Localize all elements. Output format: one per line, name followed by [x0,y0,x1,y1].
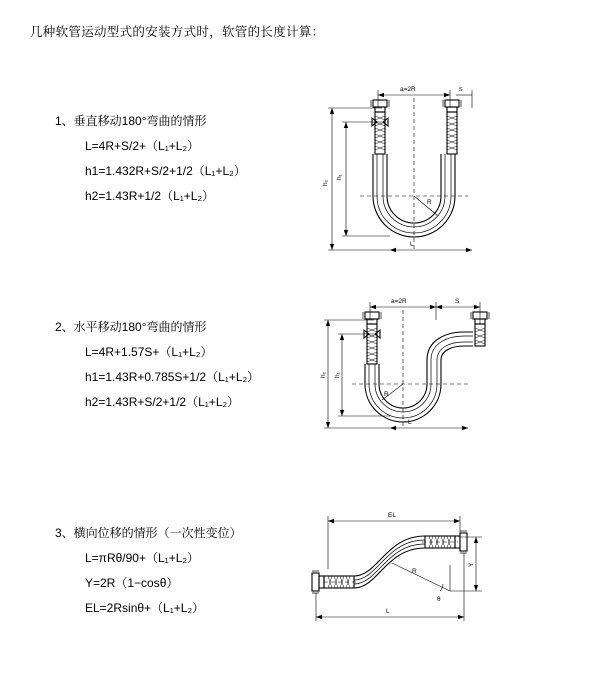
svg-text:R: R [384,391,389,398]
section-1-formula-2: h1=1.432R+S/2+1/2（L₁+L₂） [85,164,246,178]
svg-text:L: L [410,241,414,248]
figure-vertical-180-bend [320,78,490,263]
section-2-formula-1: L=4R+1.57S+（L₁+L₂） [85,345,213,359]
section-2 [55,318,315,438]
section-1-formula-3: h2=1.43R+1/2（L₁+L₂） [85,189,215,203]
section-2-formula-3: h2=1.43R+S/2+1/2（L₁+L₂） [85,395,240,409]
figure-lateral-offset [300,505,495,630]
svg-text:S: S [455,298,460,305]
section-1-title: 1、垂直移动180°弯曲的情形 [55,114,207,128]
svg-text:θ: θ [437,596,441,603]
section-3 [55,524,295,634]
svg-text:h₁: h₁ [334,372,341,378]
svg-text:h₂: h₂ [322,179,329,186]
svg-text:a=2R: a=2R [391,298,407,305]
figure-horizontal-180-bend [318,288,498,453]
svg-text:h₂: h₂ [320,371,327,378]
svg-text:L: L [386,608,390,615]
section-2-title: 2、水平移动180°弯曲的情形 [55,320,207,334]
section-1 [55,112,295,232]
section-2-formula-2: h1=1.43R+0.785S+1/2（L₁+L₂） [85,370,260,384]
section-1-formula-1: L=4R+S/2+（L₁+L₂） [85,139,200,153]
section-3-title: 3、横向位移的情形（一次性变位） [55,526,242,540]
svg-text:EL: EL [388,512,396,519]
svg-text:h₁: h₁ [336,174,343,180]
svg-text:R: R [412,568,417,575]
svg-text:R: R [427,199,432,206]
svg-text:L: L [408,419,412,426]
section-3-formula-2: Y=2R（1−cosθ） [85,576,179,590]
section-3-formula-1: L=πRθ/90+（L₁+L₂） [85,551,200,565]
svg-text:S: S [459,87,463,93]
page-title: 几种软管运动型式的安装方式时，软管的长度计算： [30,25,325,39]
section-3-formula-3: EL=2Rsinθ+（L₁+L₂） [85,601,205,615]
svg-text:a=2R: a=2R [400,86,416,93]
svg-text:Y: Y [468,562,475,567]
